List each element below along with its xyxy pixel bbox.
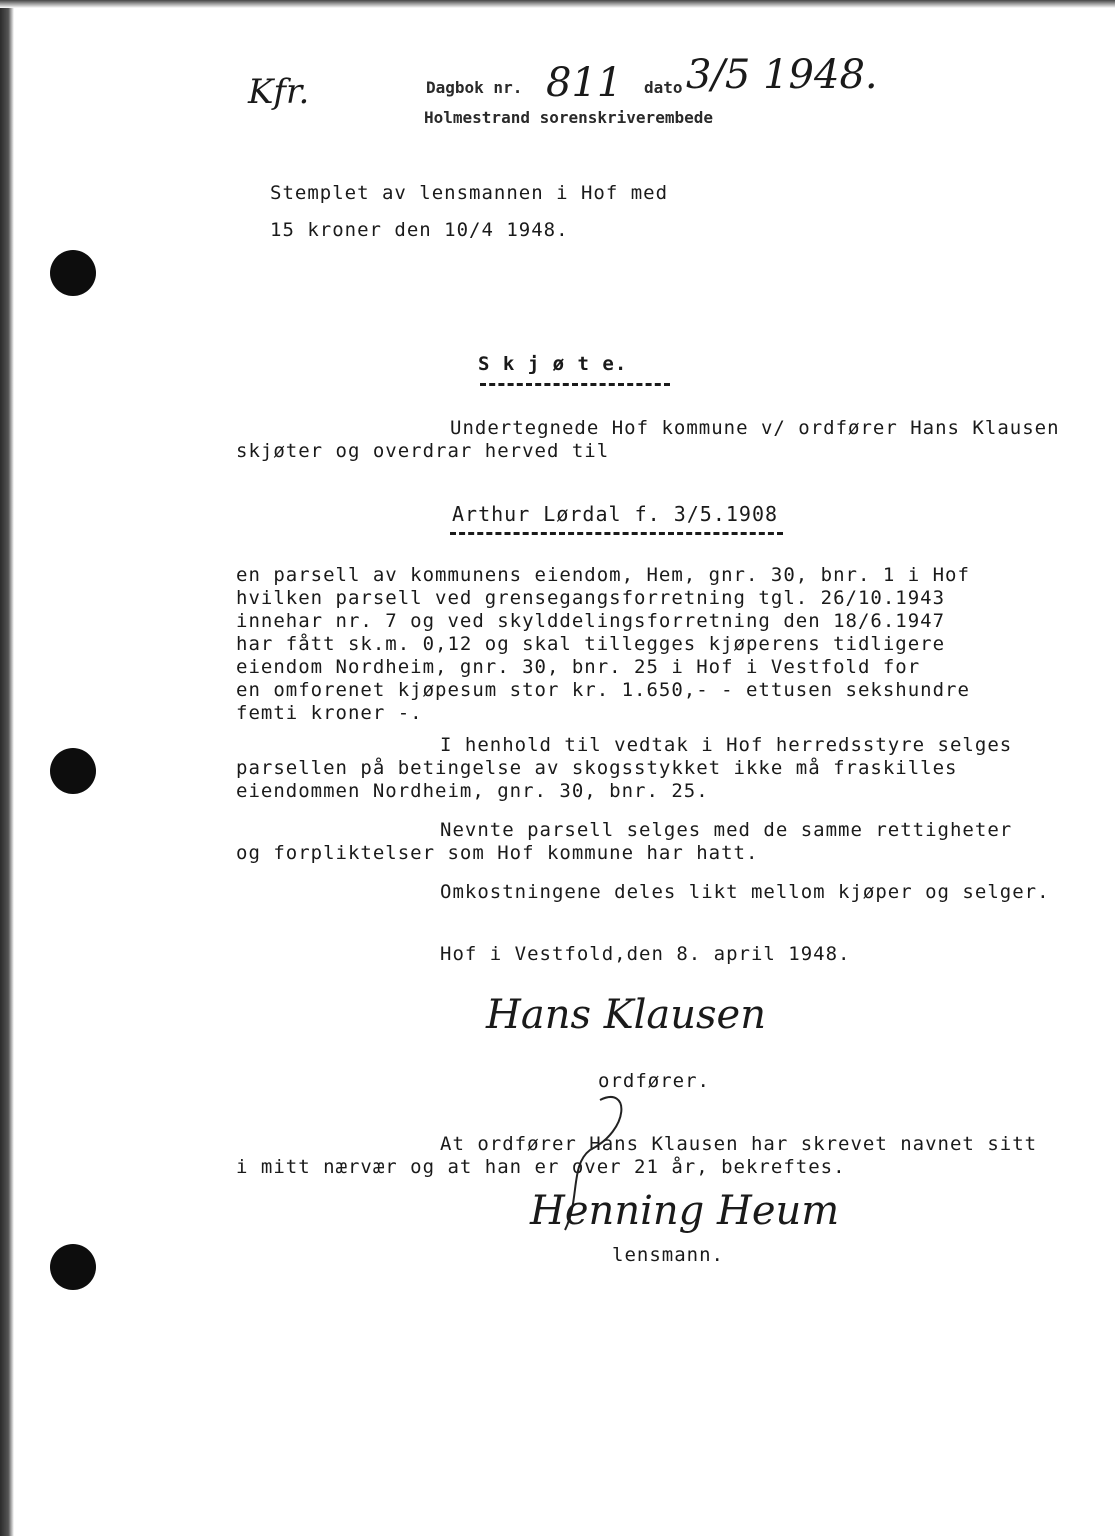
body-line-1: en parsell av kommunens eiendom, Hem, gnr. 30, bnr. 1 i Hof	[236, 564, 970, 586]
body-line-5: eiendom Nordheim, gnr. 30, bnr. 25 i Hof i Vestfold for	[236, 656, 921, 678]
rights-line-2: og forpliktelser som Hof kommune har hatt.	[236, 842, 759, 864]
margin-note: Kfr.	[248, 72, 310, 112]
signature-hans-klausen: Hans Klausen	[486, 992, 766, 1038]
condition-line-1: I henhold til vedtak i Hof herredsstyre selges	[440, 734, 1013, 756]
buyer-name: Arthur Lørdal f. 3/5.1908	[452, 502, 779, 526]
stamp-number: 811	[546, 60, 623, 106]
body-line-7: femti kroner -.	[236, 702, 423, 724]
attest-line-2: i mitt nærvær og at han er over 21 år, bekreftes.	[236, 1156, 846, 1178]
page-edge	[0, 0, 14, 1536]
signer-title: ordfører.	[598, 1070, 710, 1092]
page-top-edge	[0, 0, 1115, 8]
signature-lensmann: Henning Heum	[530, 1188, 840, 1234]
costs-line: Omkostningene deles likt mellom kjøper og selger.	[440, 881, 1050, 903]
punch-hole-3	[50, 1244, 96, 1290]
stamp-note-line-2: 15 kroner den 10/4 1948.	[270, 219, 569, 241]
body-line-4: har fått sk.m. 0,12 og skal tillegges kjøperens tidligere	[236, 633, 946, 655]
attest-line-1: At ordfører Hans Klausen har skrevet navnet sitt	[440, 1133, 1038, 1155]
punch-hole-1	[50, 250, 96, 296]
body-line-3: innehar nr. 7 og ved skylddelingsforretning den 18/6.1947	[236, 610, 946, 632]
intro-line-1: Undertegnede Hof kommune v/ ordfører Hans Klausen	[450, 417, 1060, 439]
stamp-dato-label: dato	[644, 78, 683, 97]
intro-line-2: skjøter og overdrar herved til	[236, 440, 610, 462]
stamp-note-line-1: Stemplet av lensmannen i Hof med	[270, 182, 669, 204]
officer-title: lensmann.	[612, 1244, 724, 1266]
condition-line-3: eiendommen Nordheim, gnr. 30, bnr. 25.	[236, 780, 709, 802]
stamp-date: 3/5 1948.	[686, 52, 878, 98]
title-underline	[480, 383, 670, 386]
body-line-2: hvilken parsell ved grensegangsforretning tgl. 26/10.1943	[236, 587, 946, 609]
body-line-6: en omforenet kjøpesum stor kr. 1.650,- - ettusen sekshundre	[236, 679, 970, 701]
place-date: Hof i Vestfold,den 8. april 1948.	[440, 943, 851, 965]
condition-line-2: parsellen på betingelse av skogsstykket ikke må fraskilles	[236, 757, 958, 779]
punch-hole-2	[50, 748, 96, 794]
document-title: S k j ø t e.	[478, 353, 628, 375]
stamp-dagbok-label: Dagbok nr.	[426, 78, 523, 97]
stamp-office: Holmestrand sorenskriverembede	[424, 108, 713, 127]
rights-line-1: Nevnte parsell selges med de samme rettigheter	[440, 819, 1013, 841]
buyer-underline	[450, 532, 783, 535]
